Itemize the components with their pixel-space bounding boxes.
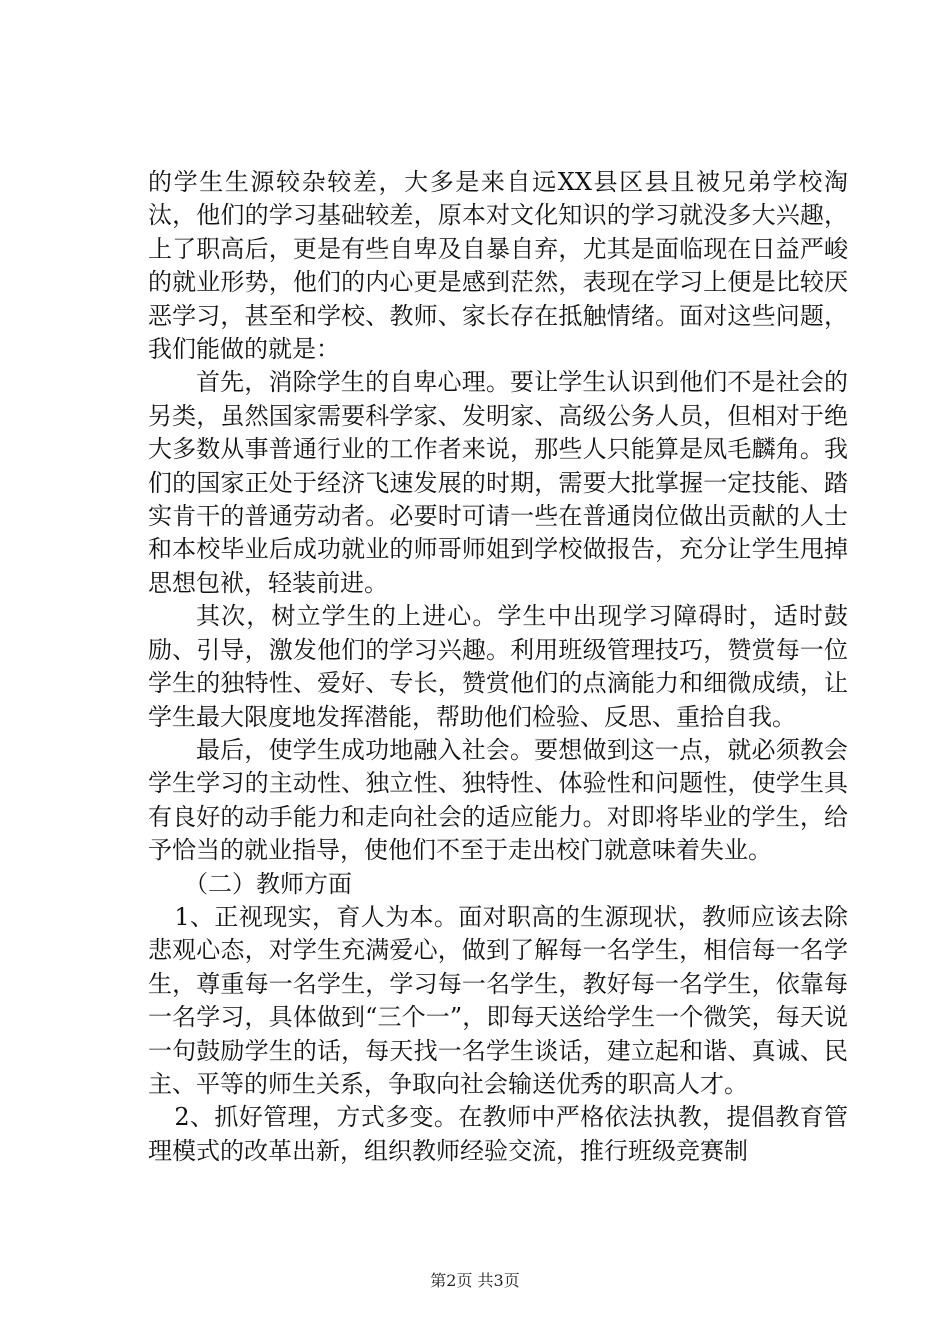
paragraph-intro: 的学生生源较杂较差，大多是来自远XX县区县且被兄弟学校淘汰，他们的学习基础较差，原本对文化知识的学习就没多大兴趣，上了职高后，更是有些自卑及自暴自弃，尤其是面临现在日益严峻的就业形势，他们的内心更是感到茫然，表现在学习上便是比较厌恶学习，甚至和学校、教师、家长存在抵触情绪。面对这些问题，我们能做的就是： xyxy=(148,168,848,364)
section-heading-teachers: （二）教师方面 xyxy=(184,869,352,898)
page-number-label: 第2页 共3页 xyxy=(430,1271,520,1290)
paragraph-first: 首先，消除学生的自卑心理。要让学生认识到他们不是社会的另类，虽然国家需要科学家、发明家、高级公务人员，但相对于绝大多数从事普通行业的工作者来说，那些人只能算是凤毛麟角。我们的国家正处于经济飞速发展的时期，需要大批掌握一定技能、踏实肯干的普通劳动者。必要时可请一些在普通岗位做出贡献的人士和本校毕业后成功就业的师哥师姐到学校做报告，充分让学生甩掉思想包袱，轻装前进。 xyxy=(148,368,848,597)
paragraph-teacher-point-1: 1、正视现实，育人为本。面对职高的生源现状，教师应该去除悲观心态，对学生充满爱心，做到了解每一名学生，相信每一名学生，尊重每一名学生，学习每一名学生，教好每一名学生，依靠每一名学习，具体做到“三个一”，即每天送给学生一个微笑，每天说一句鼓励学生的话，每天找一名学生谈话，建立起和谐、真诚、民主、平等的师生关系，争取向社会输送优秀的职高人才。 xyxy=(148,902,848,1098)
paragraph-teacher-point-2: 2、抓好管理，方式多变。在教师中严格依法执教，提倡教育管理模式的改革出新，组织教师经验交流，推行班级竞赛制 xyxy=(148,1103,848,1165)
paragraph-last: 最后，使学生成功地融入社会。要想做到这一点，就必须教会学生学习的主动性、独立性、独特性、体验性和问题性，使学生具有良好的动手能力和走向社会的适应能力。对即将毕业的学生，给予恰当的就业指导，使他们不至于走出校门就意味着失业。 xyxy=(148,735,848,865)
page-footer xyxy=(0,1268,950,1291)
document-body xyxy=(148,166,848,1168)
paragraph-second: 其次，树立学生的上进心。学生中出现学习障碍时，适时鼓励、引导，激发他们的学习兴趣。利用班级管理技巧，赞赏每一位学生的独特性、爱好、专长，赞赏他们的点滴能力和细微成绩，让学生最大限度地发挥潜能，帮助他们检验、反思、重拾自我。 xyxy=(148,602,848,731)
